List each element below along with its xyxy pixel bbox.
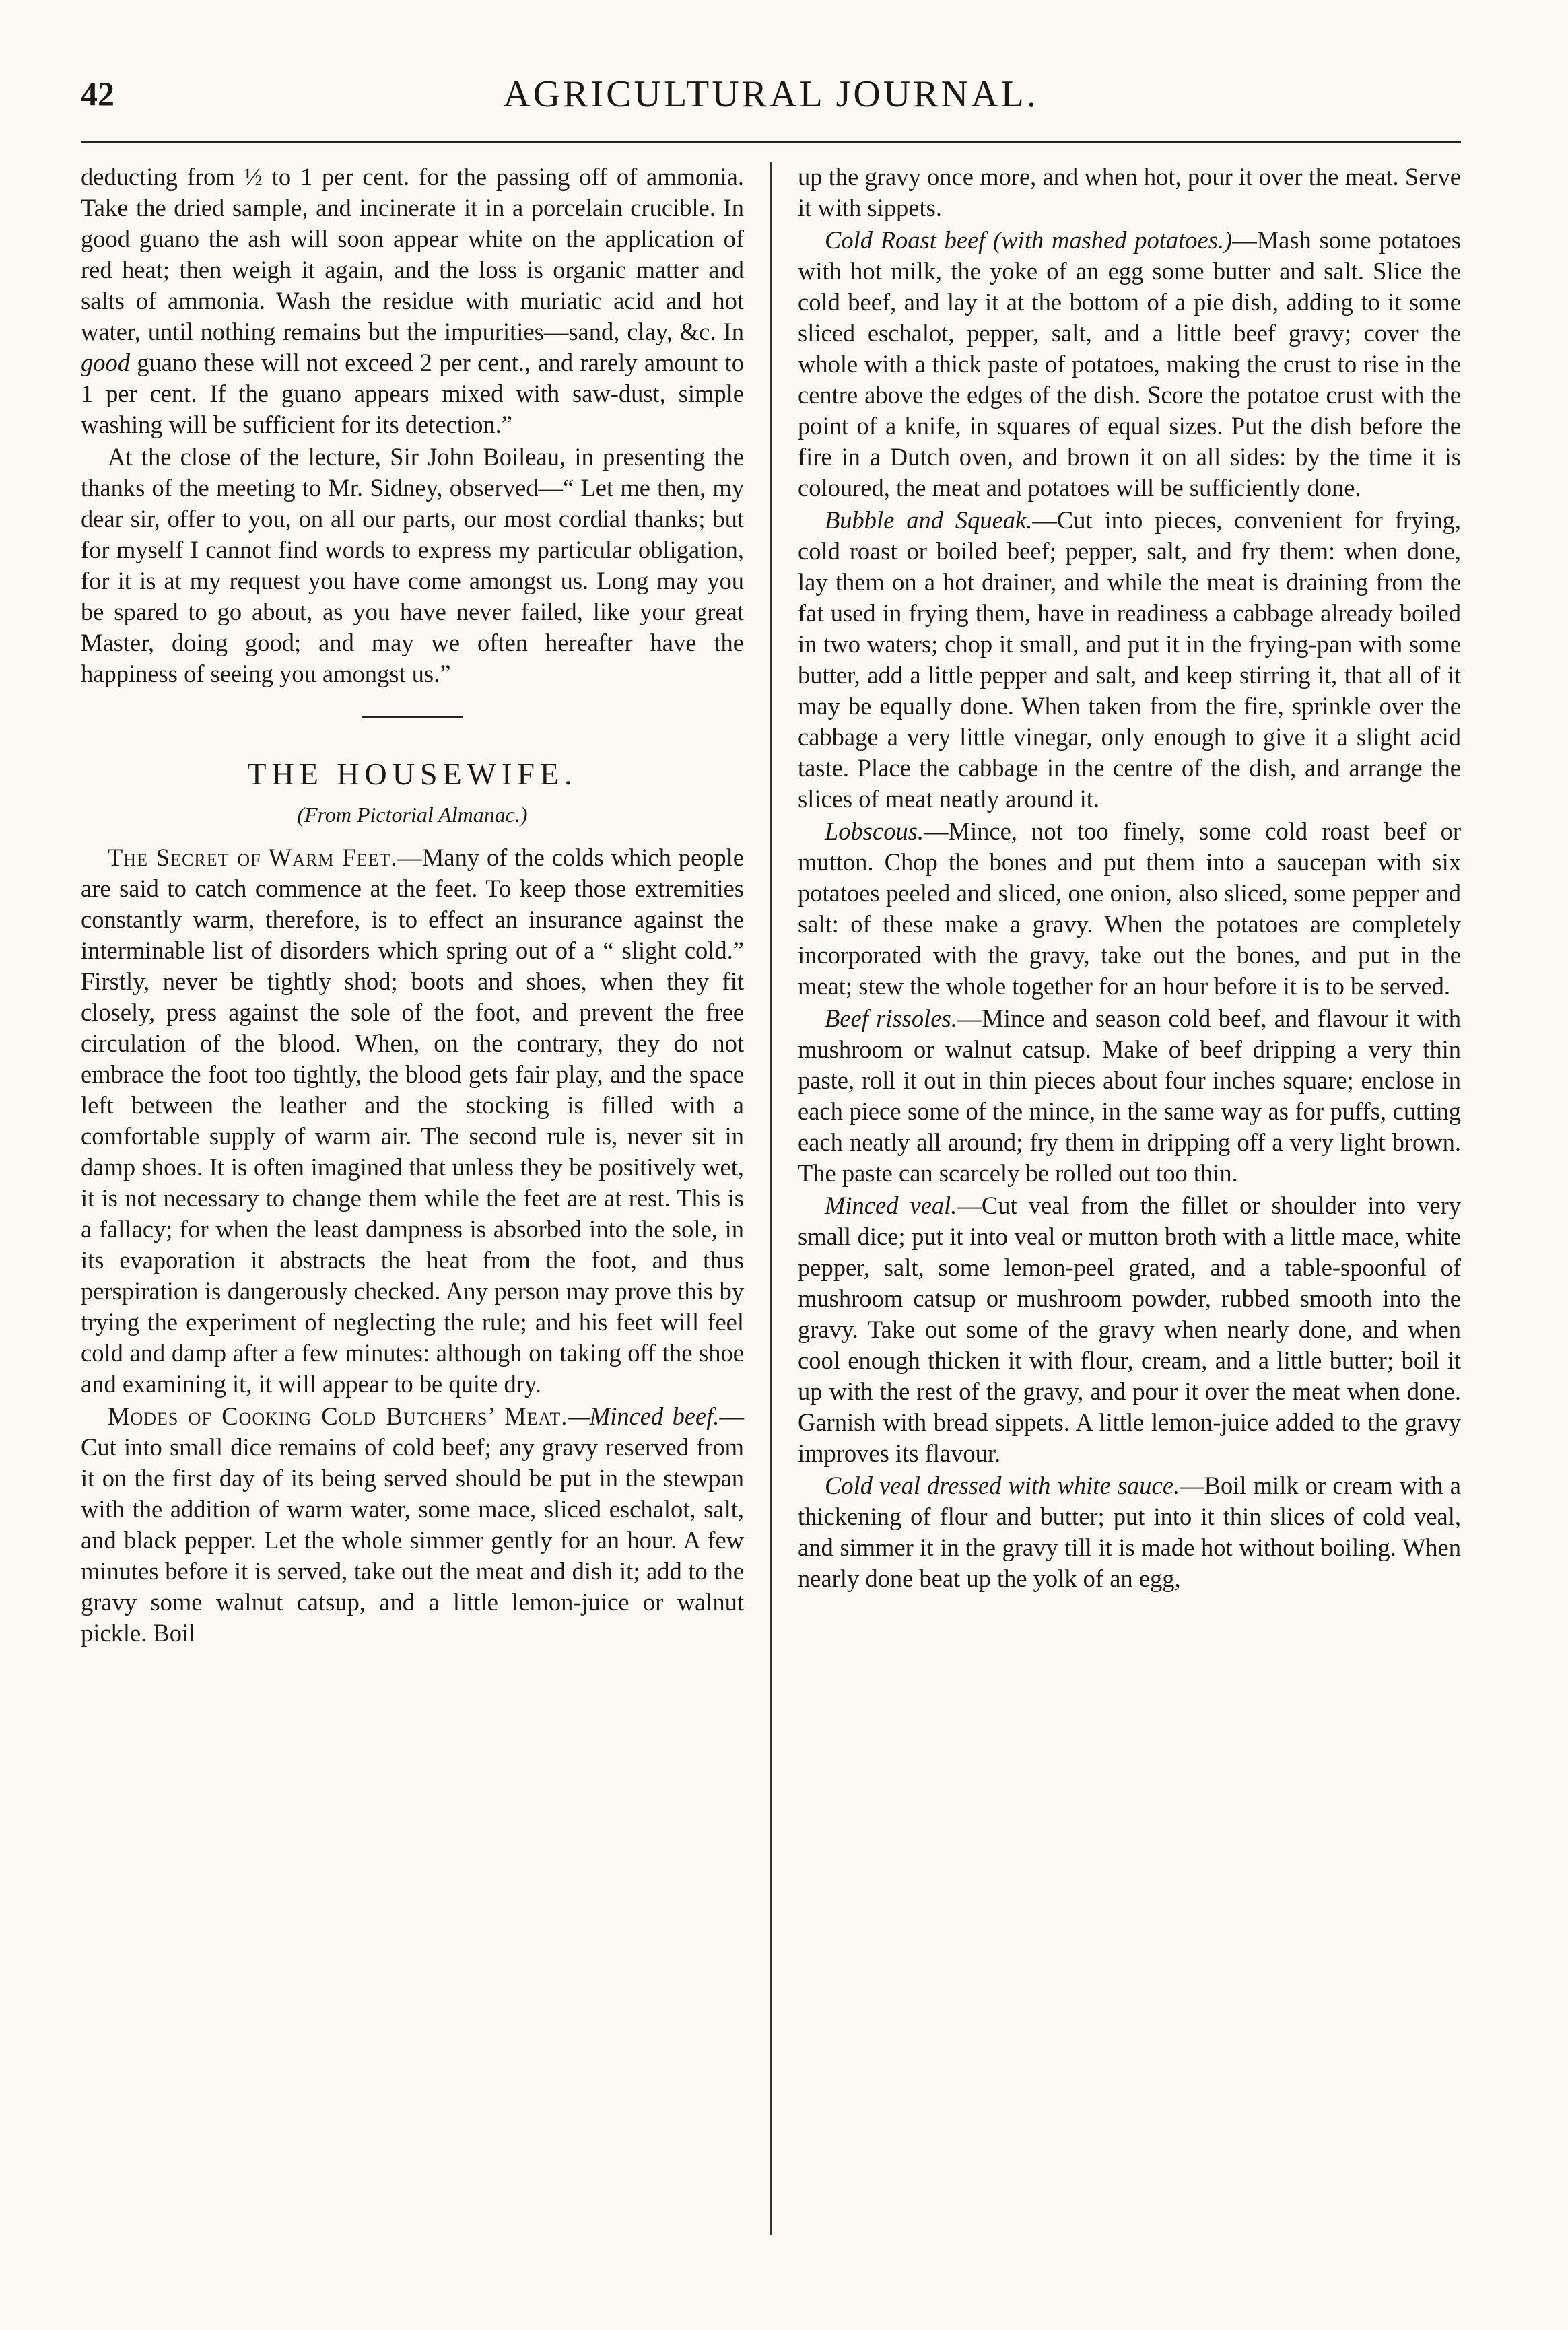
paragraph: up the gravy once more, and when hot, pour it over the meat. Serve it with sippets. [798, 163, 1461, 221]
left-column [81, 162, 744, 2242]
running-title: AGRICULTURAL JOURNAL. [503, 73, 1039, 115]
paragraph: Bubble and Squeak.—Cut into pieces, convenient for frying, cold roast or boiled beef; pepper, salt, and fry them: when done, lay them on a hot drainer, and while the meat is draining from the fat used in frying them, have in readiness a cabbage already boiled in two waters; chop it small, and put it in the frying-pan with some butter, add a little pepper and salt, and keep stirring it, that all of it may be equally done. When taken from the fire, sprinkle over the cabbage a very little vinegar, only enough to give it a slight acid taste. Place the cabbage in the centre of the dish, and arrange the slices of meat neatly around it. [798, 506, 1461, 813]
journal-page [81, 67, 1461, 2242]
paragraph: Cold Roast beef (with mashed potatoes.)—Mash some potatoes with hot milk, the yoke of an egg some butter and salt. Slice the cold beef, and lay it at the bottom of a pie dish, adding to it some sliced eschalot, pepper, salt, and a little beef gravy; cover the whole with a thick paste of potatoes, making the crust to rise in the centre above the edges of the dish. Score the potatoe crust with the point of a knife, in squares of equal sizes. Put the dish before the fire in a Dutch oven, and brown it on all sides: by the time it is coloured, the meat and potatoes will be sufficiently done. [798, 226, 1461, 502]
page-number: 42 [81, 75, 114, 112]
column-divider [770, 162, 772, 2235]
paragraph: Modes of Cooking Cold Butchers’ Meat.—Minced beef.—Cut into small dice remains of cold beef; any gravy reserved from it on the first day of its being served should be put in the stewpan with the addition of warm water, some mace, sliced eschalot, salt, and black pepper. Let the whole simmer gently for an hour. A few minutes before it is served, take out the meat and dish it; add to the gravy some walnut catsup, and a little lemon-juice or walnut pickle. Boil [81, 1402, 744, 1647]
paragraph: The Secret of Warm Feet.—Many of the colds which people are said to catch commence at the feet. To keep those extremities constantly warm, therefore, is to effect an insurance against the interminable list of disorders which spring out of a “ slight cold.” Firstly, never be tightly shod; boots and shoes, when they fit closely, press against the sole of the foot, and prevent the free circulation of the blood. When, on the contrary, they do not embrace the foot too tightly, the blood gets fair play, and the space left between the leather and the stocking is filled with a comfortable supply of warm air. The second rule is, never sit in damp shoes. It is often imagined that unless they be positively wet, it is not necessary to change them while the feet are at rest. This is a fallacy; for when the least dampness is absorbed into the sole, in its evaporation it abstracts the heat from the foot, and thus perspiration is dangerously checked. Any person may prove this by trying the experiment of neglecting the rule; and his feet will feel cold and damp after a few minutes: although on taking off the shoe and examining it, it will appear to be quite dry. [81, 844, 744, 1398]
section-source: (From Pictorial Almanac.) [297, 802, 528, 827]
paragraph-heading: Cold Roast beef (with mashed potatoes.) [825, 226, 1233, 254]
columns [81, 162, 1461, 2242]
paragraph-heading: Lobscous. [825, 817, 924, 845]
section-title: THE HOUSEWIFE. [247, 757, 578, 791]
paragraph-heading: Minced veal. [825, 1192, 957, 1219]
paragraph: Cold veal dressed with white sauce.—Boil milk or cream with a thickening of flour and butter; put into it thin slices of cold veal, and simmer it in the gravy till it is made hot without boiling. When nearly done beat up the yolk of an egg, [798, 1472, 1461, 1592]
paragraph: Beef rissoles.—Mince and season cold beef, and flavour it with mushroom or walnut catsup. Make of beef dripping a very thin paste, roll it out in thin pieces about four inches square; enclose in each piece some of the mince, in the same way as for puffs, cutting each neatly all around; fry them in dripping off a very light brown. The paste can scarcely be rolled out too thin. [798, 1004, 1461, 1187]
separator-rule [362, 716, 463, 718]
paragraph-heading: Bubble and Squeak. [825, 506, 1033, 534]
paragraph: Lobscous.—Mince, not too finely, some cold roast beef or mutton. Chop the bones and put them into a saucepan with six potatoes peeled and sliced, one onion, also sliced, some pepper and salt: of these make a gravy. When the potatoes are completely incorporated with the gravy, take out the bones, and put in the meat; stew the whole together for an hour before it is to be served. [798, 817, 1461, 1000]
paragraph-heading: Modes of Cooking Cold Butchers’ Meat. [108, 1402, 568, 1430]
page-header [81, 67, 1461, 143]
right-column [798, 162, 1461, 2242]
paragraph-heading: The Secret of Warm Feet. [108, 844, 398, 871]
paragraph-heading: Cold veal dressed with white sauce. [825, 1472, 1180, 1499]
paragraph: Minced veal.—Cut veal from the fillet or shoulder into very small dice; put it into veal or mutton broth with a little mace, white pepper, salt, some lemon-peel grated, and a table-spoonful of mushroom catsup or mushroom powder, rubbed smooth into the gravy. Take out some of the gravy when nearly done, and when cool enough thicken it with flour, cream, and a little butter; boil it up with the rest of the gravy, and pour it over the meat when done. Garnish with bread sippets. A little lemon-juice added to the gravy improves its flavour. [798, 1192, 1461, 1467]
paragraph: deducting from ½ to 1 per cent. for the passing off of ammonia. Take the dried sample, and incinerate it in a porcelain crucible. In good guano the ash will soon appear white on the application of red heat; then weigh it again, and the loss is organic matter and salts of ammonia. Wash the residue with muriatic acid and hot water, until nothing remains but the impurities—sand, clay, &c. In good guano these will not exceed 2 per cent., and rarely amount to 1 per cent. If the guano appears mixed with saw-dust, simple washing will be sufficient for its detection.” [81, 163, 744, 438]
paragraph: At the close of the lecture, Sir John Boileau, in presenting the thanks of the meeting to Mr. Sidney, observed—“ Let me then, my dear sir, offer to you, on all our parts, our most cordial thanks; but for myself I cannot find words to express my particular obligation, for it is at my request you have come amongst us. Long may you be spared to go about, as you have never failed, like your great Master, doing good; and may we often hereafter have the happiness of seeing you amongst us.” [81, 443, 744, 687]
paragraph-heading: Beef rissoles. [825, 1004, 957, 1032]
